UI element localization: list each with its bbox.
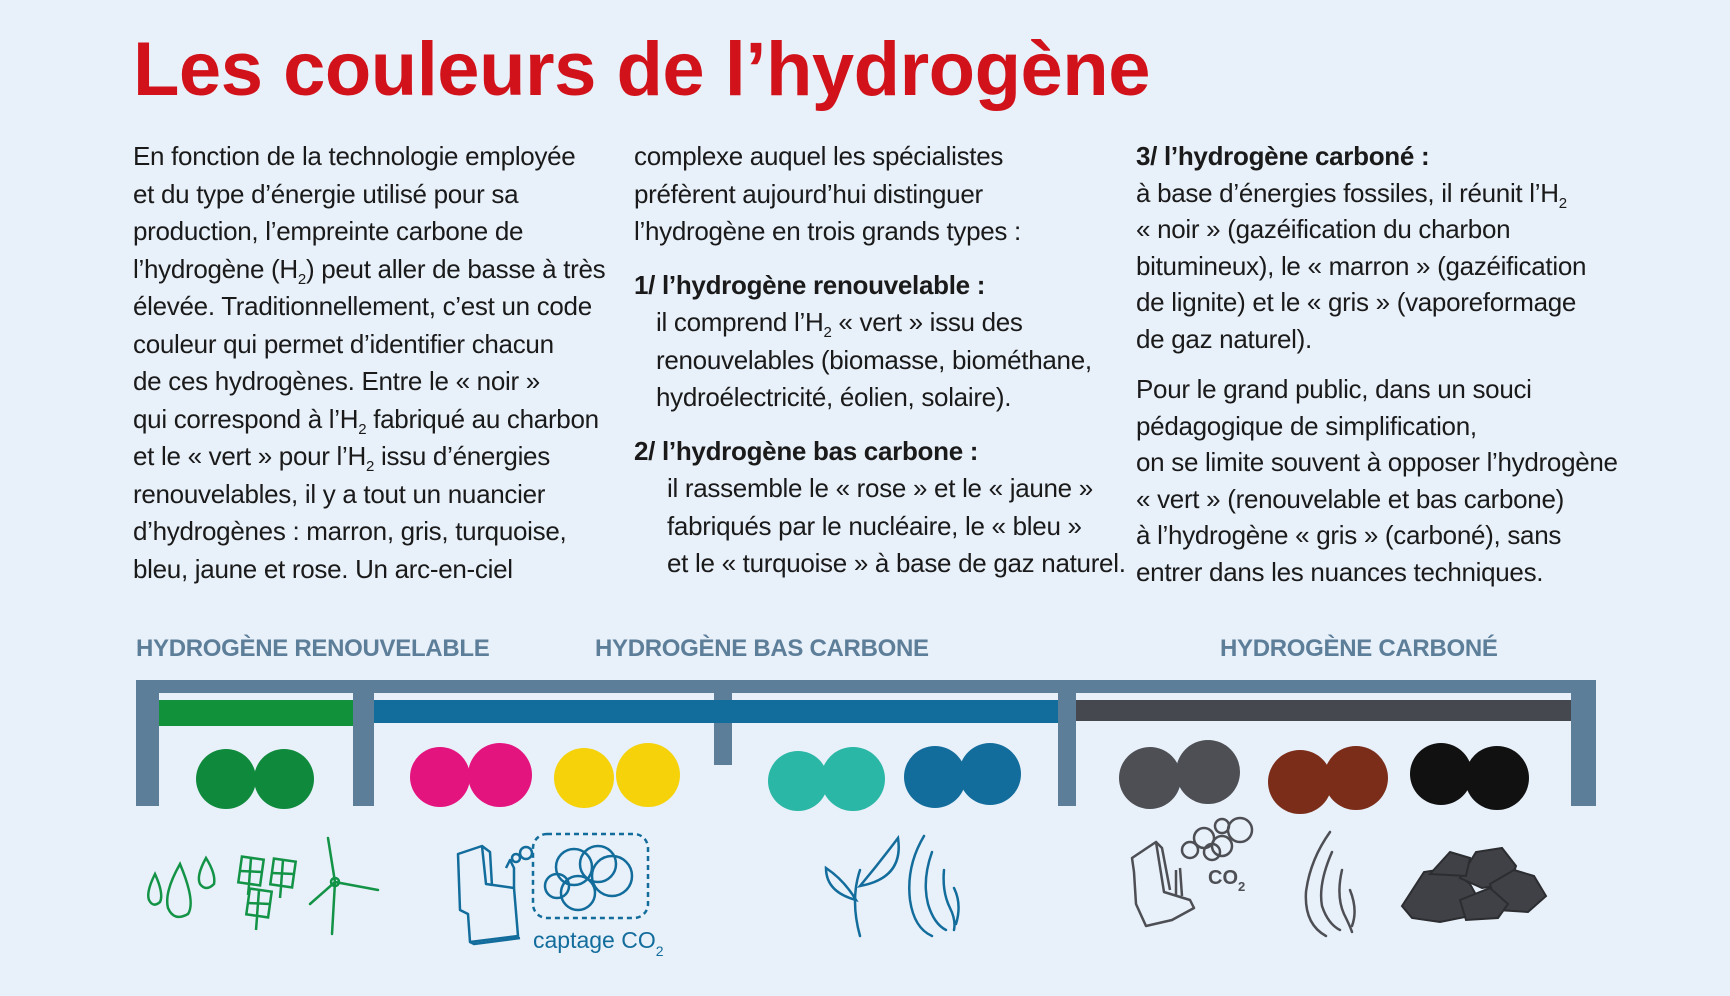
- bar-renouvelable: [159, 700, 353, 726]
- text-fragment: fabriqué au charbon: [366, 403, 599, 434]
- molecule-gris: [1119, 740, 1240, 809]
- bar-bas-carbone: [374, 700, 1058, 723]
- co2-label: [1208, 867, 1245, 894]
- text-line: de gaz naturel).: [1136, 323, 1312, 354]
- biogas-flame-icon: [909, 836, 958, 936]
- subscript: 2: [297, 270, 306, 288]
- category-renouvelable: HYDROGÈNE RENOUVELABLE: [136, 635, 490, 662]
- text-line: bitumineux), le « marron » (gazéification: [1136, 250, 1587, 281]
- molecule-jaune: [554, 743, 680, 808]
- text-line: complexe auquel les spécialistes: [634, 141, 1004, 171]
- solar-panels-icon: [238, 857, 295, 930]
- text-line: à l’hydrogène « gris » (carboné), sans: [1136, 520, 1562, 550]
- text-fragment: ) peut aller de basse à très: [305, 253, 606, 284]
- text-line: Pour le grand public, dans un souci: [1136, 374, 1532, 404]
- page-title: Les couleurs de l’hydrogène: [133, 27, 1150, 112]
- text-line: pédagogique de simplification,: [1136, 410, 1477, 441]
- text-fragment: issu d’énergies: [374, 441, 550, 471]
- text-fragment: à base d’énergies fossiles, il réunit l’H: [1136, 177, 1559, 208]
- leaf-icon: [826, 838, 899, 936]
- text-line: de ces hydrogènes. Entre le « noir »: [133, 366, 540, 396]
- subscript: 2: [358, 420, 367, 438]
- category-bas-carbone: HYDROGÈNE BAS CARBONE: [595, 635, 929, 662]
- text-fragment: « vert » issu des: [831, 307, 1023, 337]
- nuclear-plant-icon: [458, 846, 520, 944]
- text-line: entrer dans les nuances techniques.: [1136, 556, 1544, 587]
- text-line: En fonction de la technologie employée: [133, 141, 576, 171]
- text-fragment: il comprend l’H: [656, 307, 824, 337]
- text-fragment: l’hydrogène (H: [133, 253, 298, 284]
- heading-bas-carbone: 2/ l’hydrogène bas carbone :: [634, 435, 979, 466]
- category-carbone: HYDROGÈNE CARBONÉ: [1220, 635, 1498, 662]
- text-line: bleu, jaune et rose. Un arc-en-ciel: [133, 553, 513, 584]
- molecule-marron: [1268, 746, 1388, 814]
- text-line: on se limite souvent à opposer l’hydrogène: [1136, 447, 1618, 477]
- text-line: renouvelables (biomasse, biométhane,: [656, 344, 1092, 375]
- frame-post: [1058, 680, 1076, 806]
- text-line: de lignite) et le « gris » (vaporeformage: [1136, 287, 1577, 317]
- text-fragment: et le « vert » pour l’H: [133, 441, 366, 471]
- frame-foot: [136, 792, 159, 806]
- co2-sub: 2: [1238, 879, 1246, 894]
- text-line: renouvelables, il y a tout un nuancier: [133, 478, 546, 509]
- heading-carbone: 3/ l’hydrogène carboné :: [1136, 141, 1430, 171]
- co2-capture-icon: [512, 834, 648, 918]
- text-line: il rassemble le « rose » et le « jaune »: [667, 473, 1093, 503]
- text-line: « noir » (gazéification du charbon: [1136, 214, 1511, 244]
- text-line: hydroélectricité, éolien, solaire).: [656, 382, 1012, 412]
- co2-text: CO: [1208, 867, 1238, 889]
- text-line: et le « turquoise » à base de gaz naturel.: [667, 548, 1126, 578]
- text-line: couleur qui permet d’identifier chacun: [133, 328, 554, 359]
- captage-text: captage CO: [533, 927, 656, 953]
- molecule-rose: [410, 743, 532, 807]
- molecule-vert: [196, 749, 314, 809]
- frame-right-post: [1571, 680, 1596, 806]
- molecule-turquoise: [768, 747, 885, 811]
- gas-flame-icon: [1306, 832, 1355, 936]
- coal-icon: [1402, 848, 1546, 922]
- frame-left-post: [136, 680, 159, 806]
- subscript: 2: [366, 458, 375, 475]
- bar-carbone: [1076, 700, 1571, 721]
- text-line: préfèrent aujourd’hui distinguer: [634, 178, 983, 209]
- molecule-noir: [1410, 743, 1529, 810]
- text-line: élevée. Traditionnellement, c’est un code: [133, 291, 592, 321]
- subscript: 2: [823, 324, 832, 341]
- text-line: fabriqués par le nucléaire, le « bleu »: [667, 510, 1082, 541]
- captage-sub: 2: [655, 943, 664, 959]
- text-fragment: qui correspond à l’H: [133, 403, 359, 434]
- heading-renouvelable: 1/ l’hydrogène renouvelable :: [634, 269, 986, 300]
- subscript: 2: [1558, 194, 1567, 212]
- text-line: production, l’empreinte carbone de: [133, 216, 524, 246]
- text-line: « vert » (renouvelable et bas carbone): [1136, 483, 1564, 514]
- wind-turbine-icon: [310, 838, 378, 934]
- text-line: d’hydrogènes : marron, gris, turquoise,: [133, 516, 567, 546]
- molecule-bleu: [904, 743, 1021, 808]
- water-drops-icon: [148, 858, 214, 917]
- text-line: l’hydrogène en trois grands types :: [634, 216, 1021, 246]
- captage-label: [533, 927, 664, 959]
- text-line: et du type d’énergie utilisé pour sa: [133, 178, 519, 209]
- frame-post: [353, 680, 374, 806]
